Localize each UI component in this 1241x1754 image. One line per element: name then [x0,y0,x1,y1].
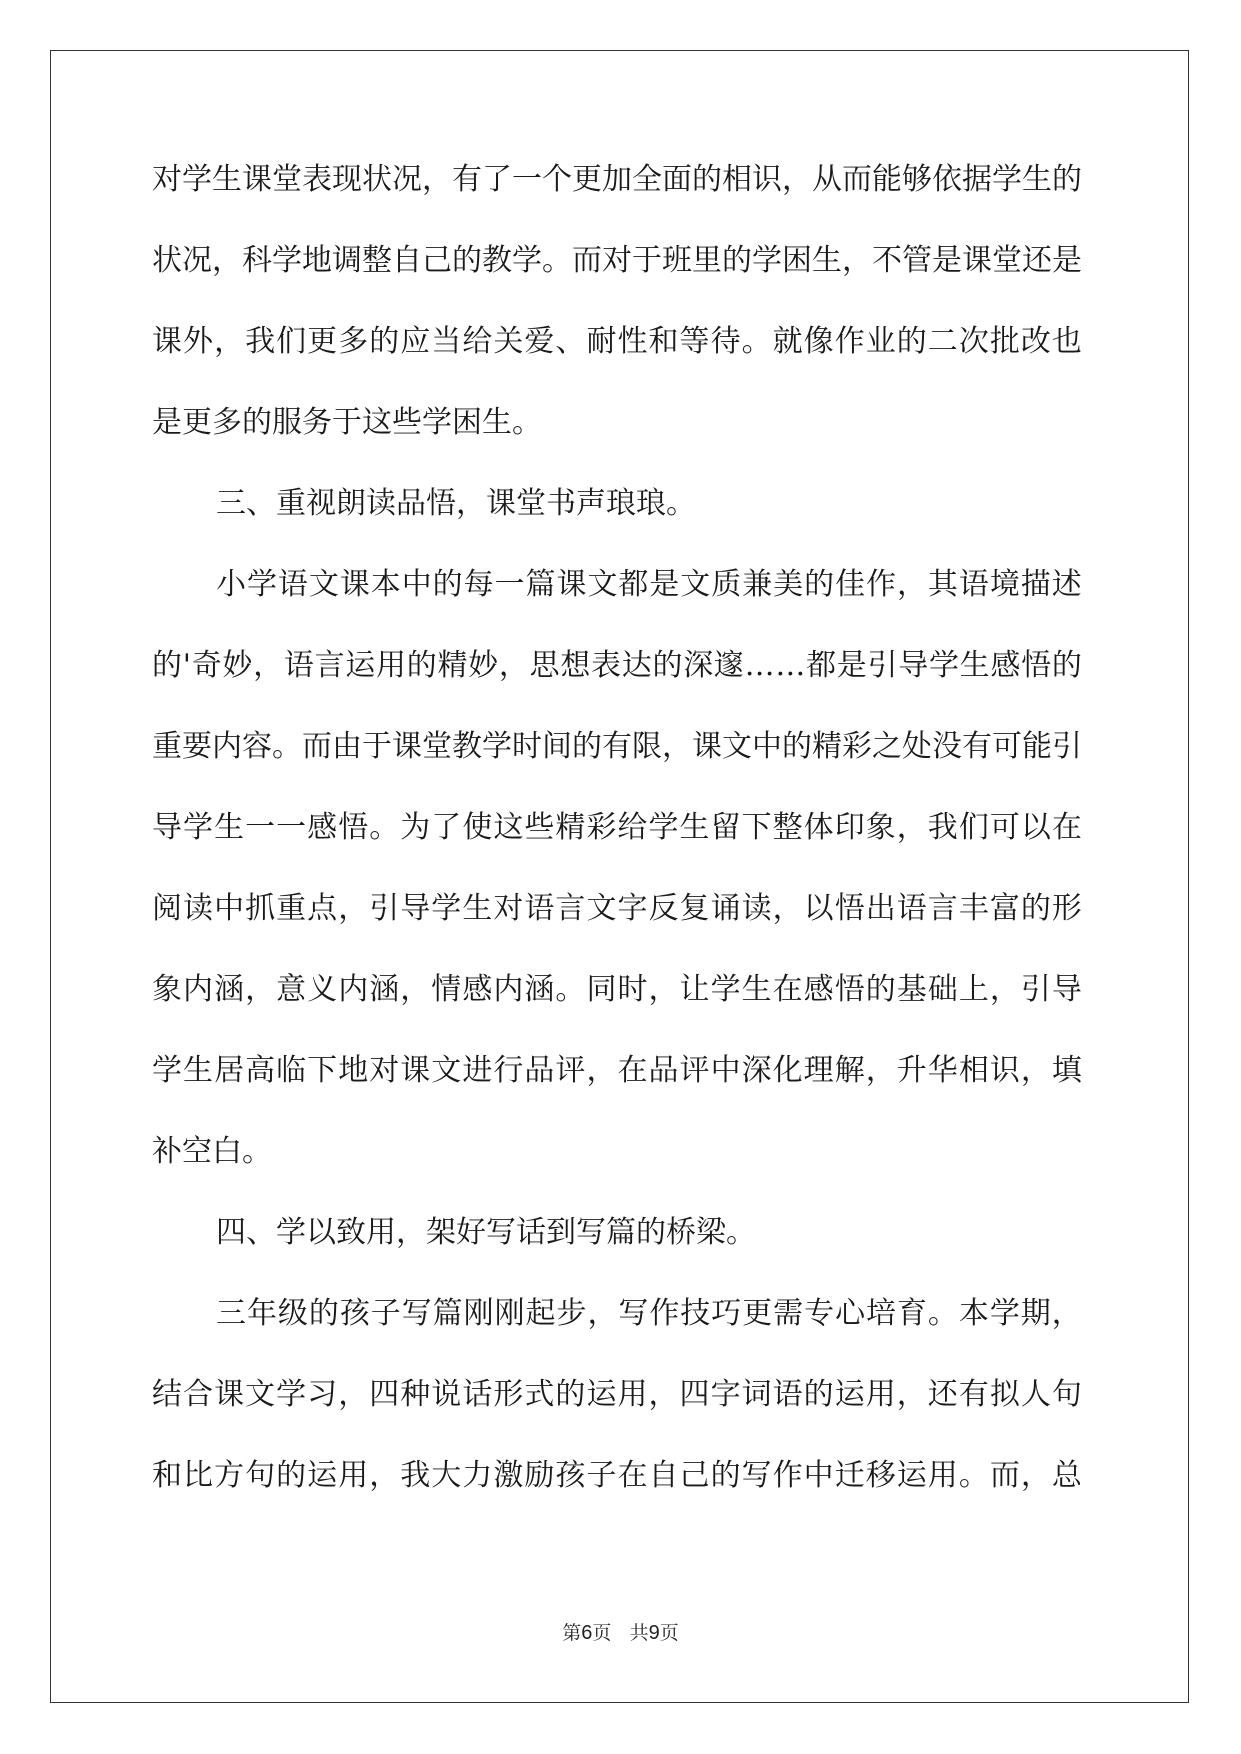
text-line: 导 学 生 一 一 感 悟 。 为 了 使 这 些 精 彩 给 学 生 留 下 整 体 印 象 ， 我 们 可 以 在 [152,810,1082,845]
text-line: 课 外 ， 我 们 更 多 的 应 当 给 关 爱 、 耐 性 和 等 待 。 就 像 作 业 的 二 次 批 改 也 [152,324,1082,359]
text-line: 阅 读 中 抓 重 点 ， 引 导 学 生 对 语 言 文 字 反 复 诵 读 ， 以 悟 出 语 言 丰 富 的 形 [152,891,1082,926]
text-line: 是更多的服务于这些学困生。 [152,405,542,440]
page-footer [0,1618,1241,1645]
text-line: 的 ' 奇 妙 ， 语 言 运 用 的 精 妙 ， 思 想 表 达 的 深 邃 … … 都 是 引 导 学 生 感 悟 的 [152,648,1082,683]
text-line: 补空白。 [152,1134,272,1169]
footer-total-prefix: 共 [629,1622,649,1644]
text-line: 小 学 语 文 课 本 中 的 每 一 篇 课 文 都 是 文 质 兼 美 的 佳 作 ， 其 语 境 描 述 [216,567,1082,602]
text-line: 结 合 课 文 学 习 ， 四 种 说 话 形 式 的 运 用 ， 四 字 词 语 的 运 用 ， 还 有 拟 人 句 [152,1377,1082,1412]
footer-page-word: 页 [592,1622,612,1644]
text-line: 状 况 ， 科 学 地 调 整 自 己 的 教 学 。 而 对 于 班 里 的 学 困 生 ， 不 管 是 课 堂 还 是 [152,243,1082,278]
text-line: 重 要 内 容 。 而 由 于 课 堂 教 学 时 间 的 有 限 ， 课 文 中 的 精 彩 之 处 没 有 可 能 引 [152,729,1082,764]
text-line: 三、重视朗读品悟，课堂书声琅琅。 [216,486,696,521]
footer-prefix: 第 [562,1622,582,1644]
text-line: 和 比 方 句 的 运 用 ， 我 大 力 激 励 孩 子 在 自 己 的 写 作 中 迁 移 运 用 。 而 ， 总 [152,1458,1082,1493]
document-body [152,160,1082,1537]
footer-total-suffix: 页 [659,1622,679,1644]
text-line: 象 内 涵 ， 意 义 内 涵 ， 情 感 内 涵 。 同 时 ， 让 学 生 在 感 悟 的 基 础 上 ， 引 导 [152,972,1082,1007]
text-line: 三 年 级 的 孩 子 写 篇 刚 刚 起 步 ， 写 作 技 巧 更 需 专 心 培 育 。 本 学 期 ， [216,1296,1082,1331]
total-pages-number: 9 [648,1622,660,1644]
current-page-number: 6 [581,1622,593,1644]
text-line: 对 学 生 课 堂 表 现 状 况 ， 有 了 一 个 更 加 全 面 的 相 识 ， 从 而 能 够 依 据 学 生 的 [152,162,1082,197]
text-line: 四、学以致用，架好写话到写篇的桥梁。 [216,1215,756,1250]
text-line: 学 生 居 高 临 下 地 对 课 文 进 行 品 评 ， 在 品 评 中 深 化 理 解 ， 升 华 相 识 ， 填 [152,1053,1082,1088]
